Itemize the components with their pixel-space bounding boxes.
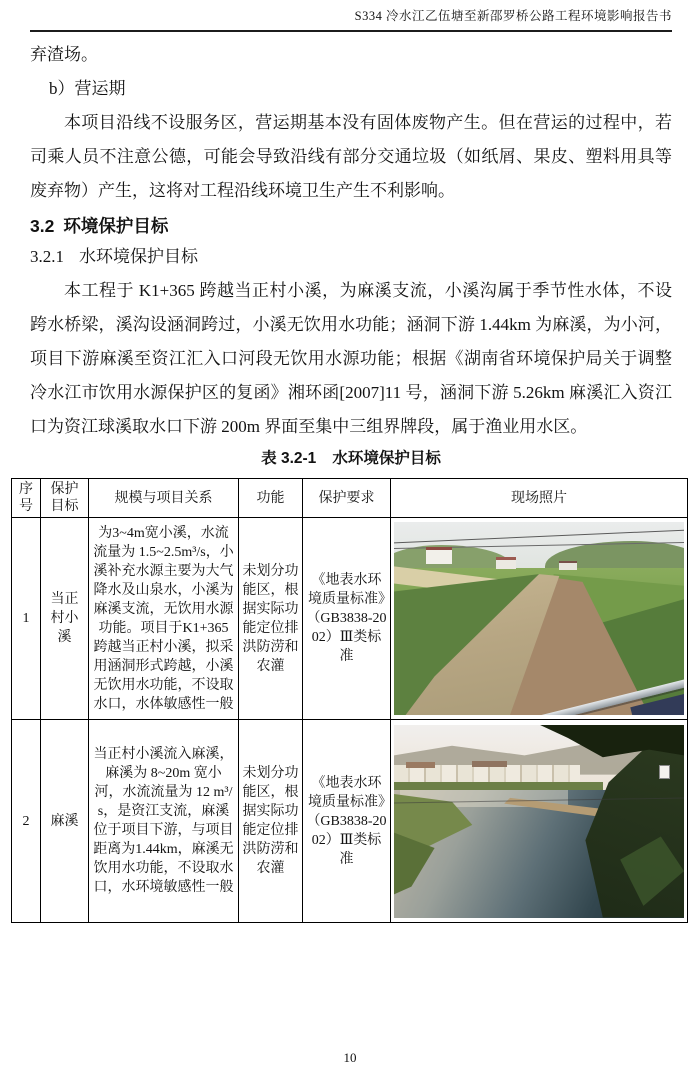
heading-3-2-1-number: 3.2.1	[30, 247, 64, 266]
cell-function: 未划分功能区，根据实际功能定位排洪防涝和农灌	[239, 518, 303, 720]
table-title-label: 表 3.2-1	[261, 450, 317, 467]
water-protection-table	[11, 478, 688, 923]
cell-no: 2	[12, 720, 41, 923]
heading-3-2	[30, 212, 672, 240]
photo2-roof	[406, 762, 435, 768]
col-header-no: 序号	[12, 479, 41, 518]
photo-maxi-river	[394, 725, 684, 918]
table-row-dangzheng-stream	[12, 518, 688, 720]
col-header-target: 保护目标	[41, 479, 89, 518]
heading-3-2-1	[30, 240, 672, 274]
table-row-maxi-river	[12, 720, 688, 923]
photo1-house	[426, 547, 452, 564]
photo2-white-sign	[659, 765, 670, 779]
heading-3-2-text: 环境保护目标	[63, 216, 169, 236]
col-header-function: 功能	[239, 479, 303, 518]
cell-requirement: 《地表水环境质量标准》（GB3838-2002）Ⅲ类标准	[303, 720, 391, 923]
paragraph-water-targets: 本工程于 K1+365 跨越当正村小溪，为麻溪支流，小溪沟属于季节性水体，不设跨水桥梁，溪沟设涵洞跨过，小溪无饮用水功能；涵洞下游 1.44km 为麻溪，为小河，项目下游麻溪至资江汇入口河段无饮用水源功能；根据《湖南省环境保护局关于调整冷水江市饮用水源保护区的复函》湘环函[2007]11 号，涵洞下游 5.26km 麻溪汇入资江口为资江球溪取水口下游 200m 界面至集中三组界牌段，属于渔业用水区。	[30, 281, 672, 436]
col-header-relation: 规模与项目关系	[89, 479, 239, 518]
water-protection-table-wrapper	[11, 478, 688, 923]
cell-no: 1	[12, 518, 41, 720]
cell-relation: 当正村小溪流入麻溪，麻溪为 8~20m 宽小河，水流流量为 12 m³/s，是资江支流，麻溪位于项目下游，与项目距离为1.44km，麻溪无饮用水功能，不设取水口，水环境敏感性一般	[89, 720, 239, 923]
photo-dangzheng-stream	[394, 522, 684, 715]
cell-requirement: 《地表水环境质量标准》（GB3838-2002）Ⅲ类标准	[303, 518, 391, 720]
cell-relation: 为3~4m宽小溪，水流流量为 1.5~2.5m³/s，小溪补充水源主要为大气降水及山泉水，小溪为麻溪支流，无饮用水源功能。项目于K1+365跨越当正村小溪，拟采用涵洞形式跨越，小溪无饮用水功能，不设取水口，水体敏感性一般	[89, 518, 239, 720]
subheading-operation-period: b）营运期	[49, 79, 126, 98]
photo1-house	[496, 557, 516, 570]
page-number: 10	[343, 1050, 357, 1065]
cell-photo	[391, 720, 688, 923]
paragraph-continuation: 弃渣场。	[30, 45, 98, 64]
header-title: S334 冷水江乙伍塘至新邵罗桥公路工程环境影响报告书	[354, 9, 672, 23]
page-header	[30, 0, 672, 32]
col-header-photo: 现场照片	[391, 479, 688, 518]
photo1-house	[559, 561, 576, 571]
cell-function: 未划分功能区，根据实际功能定位排洪防涝和农灌	[239, 720, 303, 923]
heading-3-2-number: 3.2	[30, 216, 55, 236]
photo2-roof	[472, 761, 507, 767]
cell-target: 当正村小溪	[41, 518, 89, 720]
table-header-row	[12, 479, 688, 518]
table-title	[30, 448, 672, 470]
cell-photo	[391, 518, 688, 720]
col-header-requirement: 保护要求	[303, 479, 391, 518]
paragraph-operation: 本项目沿线不设服务区，营运期基本没有固体废物产生。但在营运的过程中，若司乘人员不注意公德，可能会导致沿线有部分交通垃圾（如纸屑、果皮、塑料用具等废弃物）产生，这将对工程沿线环境卫生产生不利影响。	[30, 113, 672, 200]
heading-3-2-1-text: 水环境保护目标	[79, 247, 198, 266]
table-title-text: 水环境保护目标	[332, 450, 441, 467]
cell-target: 麻溪	[41, 720, 89, 923]
